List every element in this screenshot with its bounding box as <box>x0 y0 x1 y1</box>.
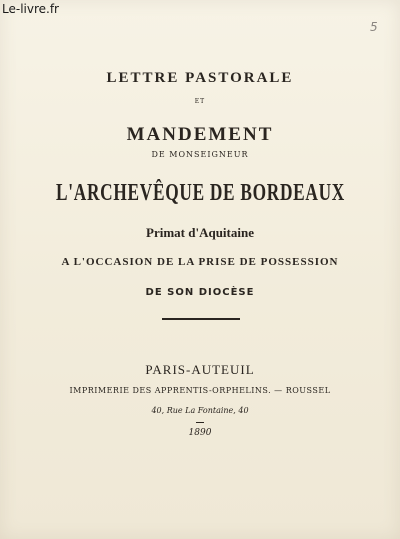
divider-rule <box>162 318 240 320</box>
title-line-lettre-pastorale: LETTRE PASTORALE <box>106 70 294 86</box>
title-line-archeveque: L'ARCHEVÊQUE DE BORDEAUX <box>56 180 346 206</box>
short-divider <box>196 422 204 423</box>
title-line-diocese: DE SON DIOCÈSE <box>145 287 255 298</box>
imprint-city: PARIS-AUTEUIL <box>145 362 255 377</box>
title-line-primat: Primat d'Aquitaine <box>146 225 254 240</box>
page-number-mark: 5 <box>370 20 378 34</box>
title-line-de-monseigneur: DE MONSEIGNEUR <box>151 150 249 159</box>
imprint-year: 1890 <box>188 428 212 438</box>
imprint-printer: IMPRIMERIE DES APPRENTIS-ORPHELINS. — ROUSSEL <box>69 386 331 395</box>
imprint-address: 40, Rue La Fontaine, 40 <box>151 406 249 415</box>
title-line-et: ET <box>194 98 206 105</box>
title-line-mandement: MANDEMENT <box>126 124 274 145</box>
title-line-occasion: A L'OCCASION DE LA PRISE DE POSSESSION <box>61 256 339 268</box>
watermark: Le-livre.fr <box>2 2 59 16</box>
